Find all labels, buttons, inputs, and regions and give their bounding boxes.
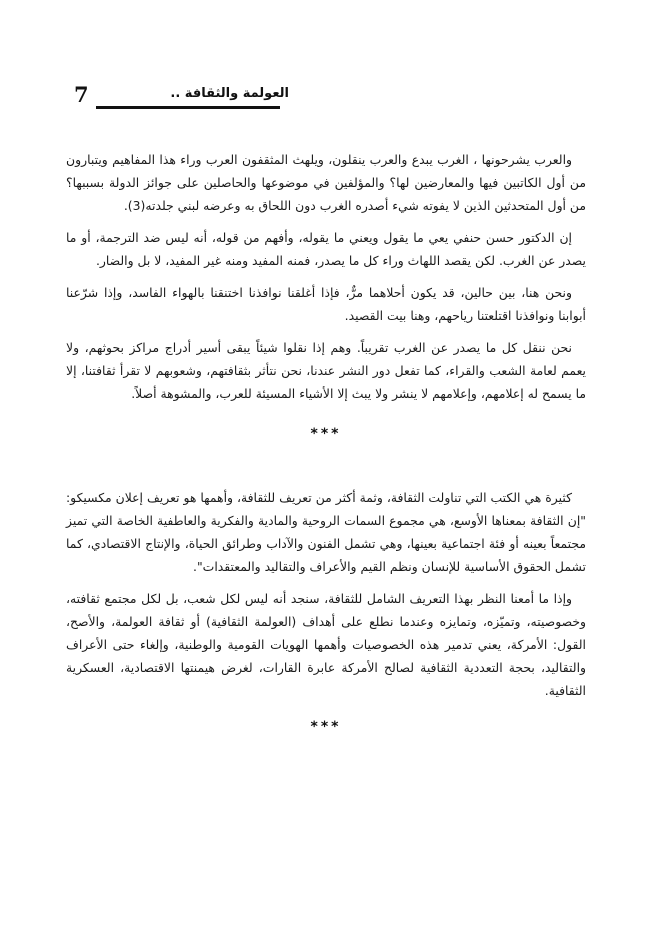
page-body (66, 148, 586, 739)
paragraph: وإذا ما أمعنا النظر بهذا التعريف الشامل للثقافة، سنجد أنه ليس لكل شعب، بل لكل مجتمع ثقافته، وخصوصيته، وتميّزه، وتمايزه وعندما نطلع على أهداف (العولمة الثقافية) أو ثقافة العولمة، والأصح، القول: الأمركة، يعني تدمير هذه الخصوصيات وأهمها الهويات القومية والوطنية، وإلغاء حتى الأعراف والتقاليد، بحجة التعددية الثقافية لصالح الأمركة عابرة القارات، لغرض هيمنتها الاقتصادية، العسكرية الثقافية. (66, 591, 586, 698)
paragraph: والعرب يشرحونها ، الغرب يبدع والعرب ينقلون، ويلهث المثقفون العرب وراء هذا المفاهيم ويتبارون من أول الكاتبين فيها والمعارضين لها؟ والمؤلفين في موضوعها والحاصلين على جوائز الدولة بسببها؟ من أول المتحدثين الذين لا يفوته شيء أصدره الغرب دون اللحاق به وعرضه لبني جلدته(3). (66, 152, 586, 213)
page-number: 7 (74, 82, 89, 107)
paragraph: نحن ننقل كل ما يصدر عن الغرب تقريباً. وهم إذا نقلوا شيئاً يبقى أسير أدراج مراكز بحوثهم، ولا يعمم لعامة الشعب والقراء، كما تفعل دور النشر عندنا، نحن نتأثر بثقافتهم، وشعوبهم لا تقرأ ثقافتنا، إلا ما يسمح له إعلامهم، وإعلامهم لا ينشر ولا يبث إلا الأشياء المسيئة للعرب، والمشوهة أصلاً. (66, 340, 586, 401)
header-rule (96, 106, 280, 109)
paragraph: ونحن هنا، بين حالين، قد يكون أحلاهما مرٌّ، فإذا أغلقنا نوافذنا اختنقنا بالهواء الفاسد، وإذا شرّعنا أبوابنا ونوافذنا اقتلعتنا رياحهم، وهنا بيت القصيد. (66, 285, 586, 323)
paragraph: إن الدكتور حسن حنفي يعي ما يقول ويعني ما يقوله، وأفهم من قوله، أنه ليس ضد الترجمة، أو ما يصدر عن الغرب. لكن يقصد اللهاث وراء كل ما يصدر، فمنه المفيد ومنه غير المفيد، لا بل والضار. (66, 230, 586, 268)
paragraph: كثيرة هي الكتب التي تناولت الثقافة، وثمة أكثر من تعريف للثقافة، وأهمها هو تعريف إعلان مكسيكو: "إن الثقافة بمعناها الأوسع، هي مجموع السمات الروحية والمادية والفكرية والعاطفية الخاصة التي تميز مجتمعاً بعينه أو فئة اجتماعية بعينها، وهي تشمل الفنون والآداب وطرائق الحياة، والإنتاج الاقتصادي، كما تشمل الحقوق الأساسية للإنسان ونظم القيم والأعراف والتقاليد والمعتقدات". (66, 490, 586, 574)
running-head: العولمة والثقافة .. (170, 86, 289, 101)
section-separator: *** (310, 426, 342, 442)
section-separator: *** (310, 719, 342, 735)
